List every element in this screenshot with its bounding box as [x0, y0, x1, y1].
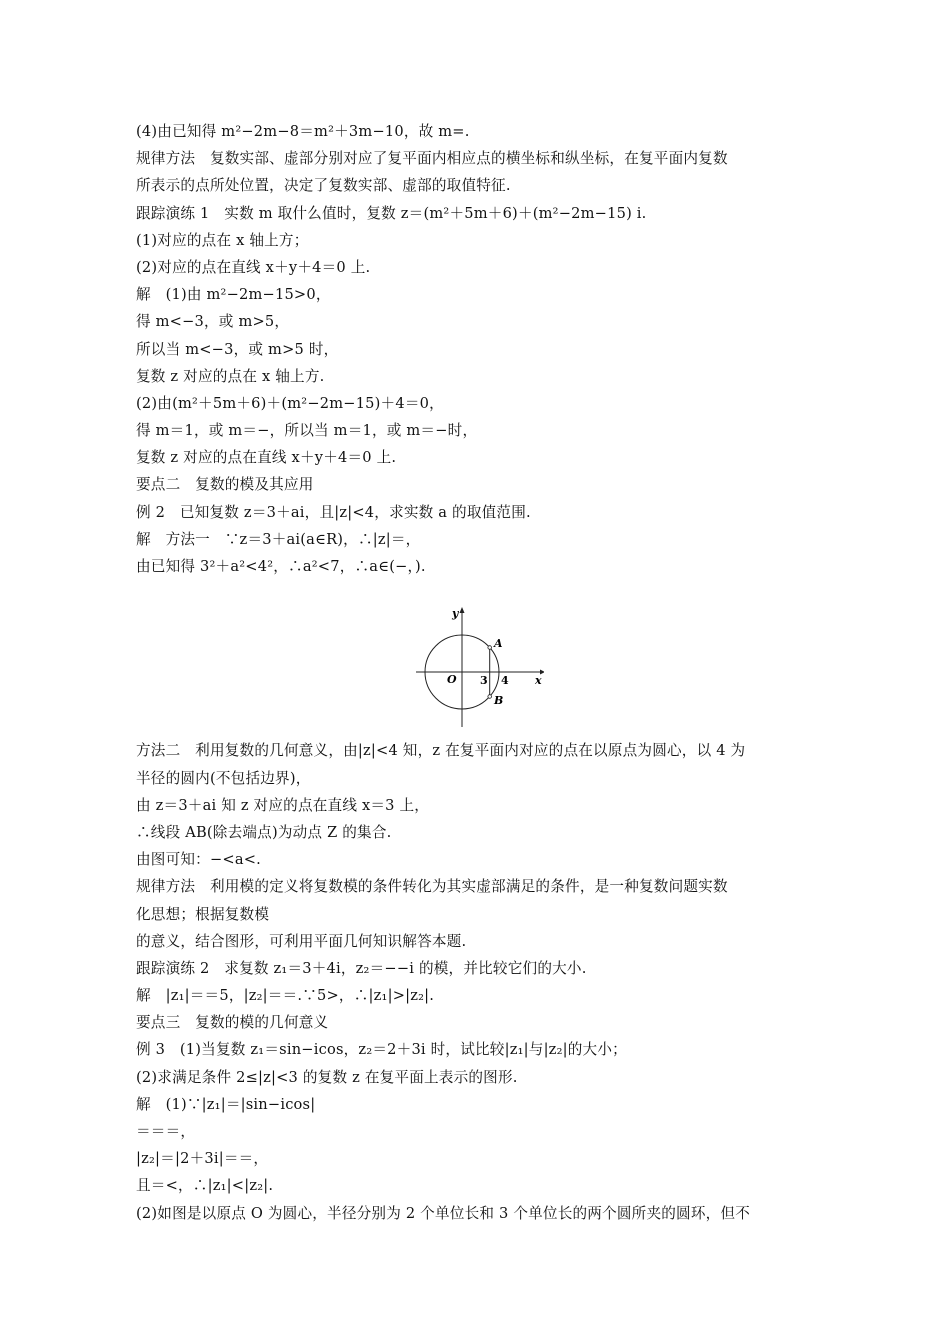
- tick-4-label: 4: [501, 674, 509, 688]
- text-line: 由已知得 3²＋a²<4²，∴a²<7，∴a∈(−，).: [136, 558, 426, 575]
- text-line: 由图可知：−<a<.: [136, 851, 261, 869]
- text-line: 规律方法 利用模的定义将复数模的条件转化为其实虚部满足的条件，是一种复数问题实数: [136, 878, 728, 896]
- text-line: ＝＝＝，: [136, 1123, 196, 1140]
- text-line: 跟踪演练 1 实数 m 取什么值时，复数 z＝(m²＋5m＋6)＋(m²−2m−15) i.: [136, 204, 647, 222]
- axis-y-label: y: [452, 607, 459, 621]
- text-line: 所以当 m<−3，或 m>5 时，: [136, 340, 339, 358]
- text-line: 例 2 已知复数 z＝3＋ai，且|z|<4，求实数 a 的取值范围.: [136, 503, 531, 521]
- text-block: [136, 118, 826, 1227]
- lines-after: [136, 737, 826, 1226]
- text-line: 复数 z 对应的点在 x 轴上方.: [136, 367, 325, 385]
- text-line: (2)由(m²＋5m＋6)＋(m²−2m−15)＋4＝0，: [136, 394, 444, 412]
- text-line: (1)对应的点在 x 轴上方；: [136, 231, 309, 249]
- text-line: 所表示的点所处位置，决定了复数实部、虚部的取值特征.: [136, 177, 511, 195]
- point-a-label: A: [494, 637, 503, 651]
- text-line: |z₂|＝|2＋3i|＝＝，: [136, 1150, 269, 1168]
- text-line: 得 m＝1，或 m＝−，所以当 m＝1，或 m＝−时，: [136, 422, 478, 440]
- text-line: 得 m<−3，或 m>5，: [136, 313, 290, 331]
- lines-before: [136, 118, 826, 607]
- figure-area: [136, 607, 826, 737]
- tick-3-label: 3: [480, 674, 488, 688]
- text-line: 规律方法 复数实部、虚部分别对应了复平面内相应点的横坐标和纵坐标，在复平面内复数: [136, 150, 728, 168]
- point-b-marker: [488, 695, 492, 699]
- point-b-label: B: [494, 694, 504, 708]
- axis-x-label: x: [535, 674, 542, 688]
- text-line: 要点三 复数的模的几何意义: [136, 1014, 329, 1032]
- text-line: (2)对应的点在直线 x＋y＋4＝0 上.: [136, 258, 371, 276]
- text-line: 解 (1)由 m²−2m−15>0，: [136, 286, 331, 304]
- text-line: 解 |z₁|＝＝5，|z₂|＝＝.∵5>，∴|z₁|>|z₂|.: [136, 987, 435, 1005]
- text-line: [136, 580, 826, 607]
- text-line: 跟踪演练 2 求复数 z₁＝3＋4i，z₂＝−−i 的模，并比较它们的大小.: [136, 959, 587, 977]
- complex-plane-figure: [414, 607, 544, 729]
- text-line: 半径的圆内(不包括边界)，: [136, 769, 311, 787]
- text-line: 例 3 (1)当复数 z₁＝sin−icos，z₂＝2＋3i 时，试比较|z₁|与|z₂|的大小；: [136, 1041, 627, 1059]
- text-line: (2)如图是以原点 O 为圆心，半径分别为 2 个单位长和 3 个单位长的两个圆所夹的圆环，但不: [136, 1204, 751, 1222]
- text-line: ∴线段 AB(除去端点)为动点 Z 的集合.: [136, 823, 392, 841]
- text-line: 复数 z 对应的点在直线 x＋y＋4＝0 上.: [136, 449, 397, 467]
- text-line: 解 方法一 ∵z＝3＋ai(a∈R)，∴|z|＝，: [136, 530, 421, 548]
- text-line: (2)求满足条件 2≤|z|<3 的复数 z 在复平面上表示的图形.: [136, 1068, 518, 1086]
- text-line: 化思想；根据复数模: [136, 905, 270, 923]
- text-line: 方法二 利用复数的几何意义，由|z|<4 知，z 在复平面内对应的点在以原点为圆心，以 4 为: [136, 742, 746, 760]
- origin-label: O: [447, 673, 457, 687]
- text-line: 解 (1)∵|z₁|＝|sin−icos|: [136, 1095, 316, 1113]
- text-line: 且＝<，∴|z₁|<|z₂|.: [136, 1177, 274, 1195]
- text-line: 由 z＝3＋ai 知 z 对应的点在直线 x＝3 上，: [136, 796, 430, 814]
- text-line: (4)由已知得 m²−2m−8＝m²＋3m−10，故 m=.: [136, 123, 470, 140]
- y-axis-arrow: [460, 607, 465, 613]
- text-line: 要点二 复数的模及其应用: [136, 476, 314, 494]
- point-a-marker: [488, 646, 492, 650]
- text-line: 的意义，结合图形，可利用平面几何知识解答本题.: [136, 932, 467, 950]
- circle-diagram: [414, 607, 544, 729]
